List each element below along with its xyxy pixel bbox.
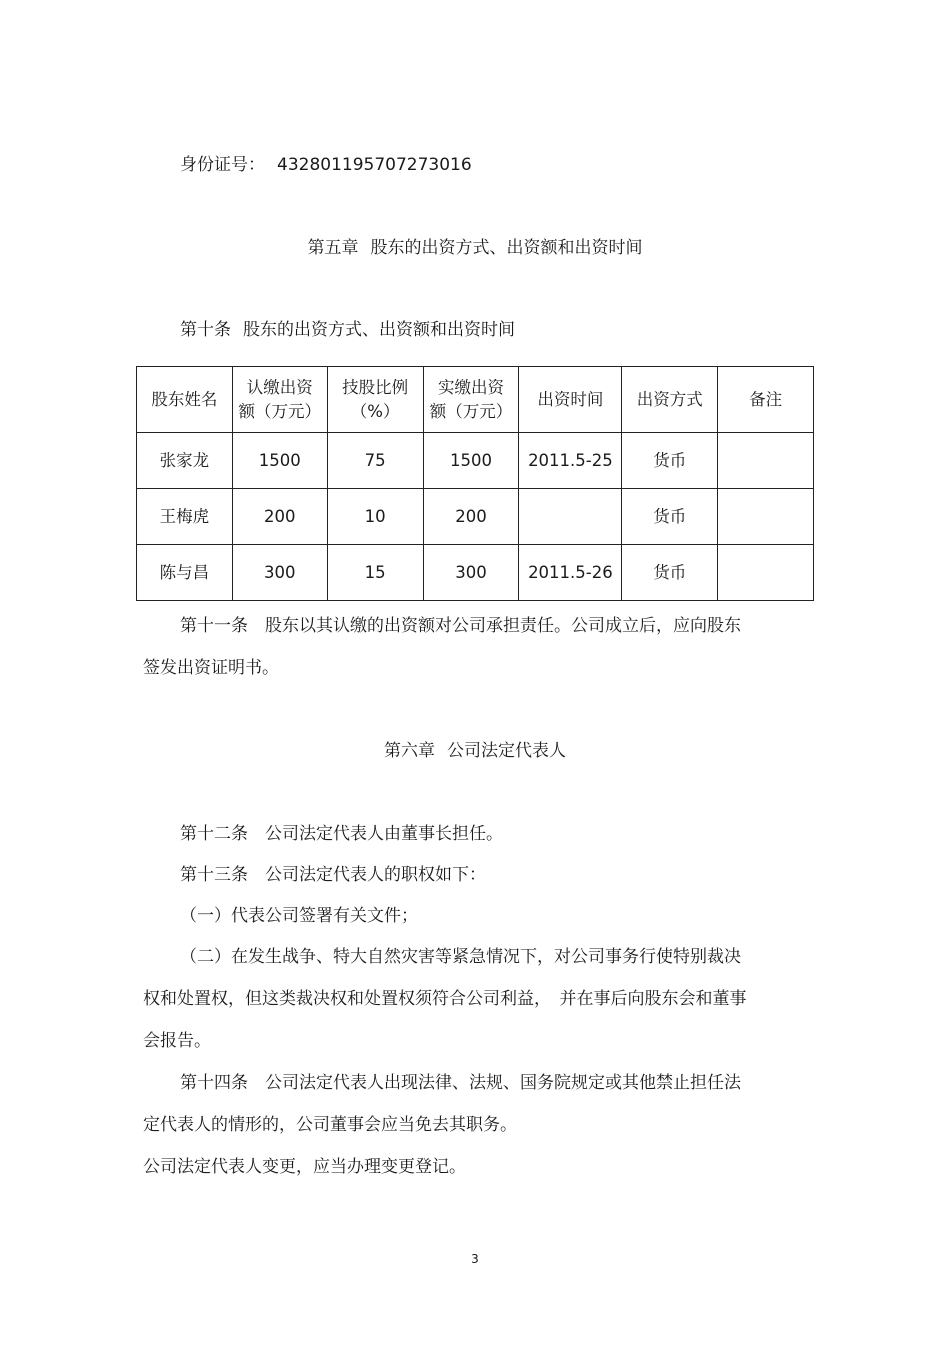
cell-remarks: [718, 433, 814, 489]
cell-name: 陈与昌: [137, 545, 233, 601]
shareholder-contribution-table: [136, 366, 814, 601]
chapter-6-number: 第六章: [384, 741, 435, 761]
id-number-line: [180, 154, 472, 176]
article-14-line-1: 第十四条 公司法定代表人出现法律、法规、国务院规定或其他禁止担任法: [180, 1073, 741, 1093]
cell-name: 王梅虎: [137, 489, 233, 545]
cell-ratio: 15: [327, 545, 423, 601]
article-13-item-2-line-2: 权和处置权，但这类裁决权和处置权须符合公司利益， 并在事后向股东会和董事: [143, 989, 747, 1009]
cell-method: 货币: [622, 545, 718, 601]
article-11-line-2: 签发出资证明书。: [143, 658, 279, 678]
cell-subscribed: 1500: [232, 433, 327, 489]
cell-ratio: 75: [327, 433, 423, 489]
cell-ratio: 10: [327, 489, 423, 545]
representative-change-line: 公司法定代表人变更，应当办理变更登记。: [143, 1157, 466, 1177]
cell-subscribed: 200: [232, 489, 327, 545]
chapter-6-title: 公司法定代表人: [447, 741, 566, 761]
chapter-5-heading: [0, 237, 950, 259]
article-10: [180, 319, 515, 341]
cell-paid: 300: [423, 545, 519, 601]
cell-date: [519, 489, 622, 545]
article-13-item-2-line-3: 会报告。: [143, 1031, 211, 1051]
header-remarks: 备注: [718, 367, 814, 433]
article-13-item-2-line-1: （二）在发生战争、特大自然灾害等紧急情况下，对公司事务行使特别裁决: [180, 947, 741, 967]
header-contribution-method: 出资方式: [622, 367, 718, 433]
article-12: 第十二条 公司法定代表人由董事长担任。: [180, 824, 503, 844]
cell-paid: 1500: [423, 433, 519, 489]
header-share-ratio: 技股比例 （%）: [327, 367, 423, 433]
article-14-line-2: 定代表人的情形的，公司董事会应当免去其职务。: [143, 1115, 517, 1135]
id-number-value: 432801195707273016: [277, 155, 472, 175]
cell-subscribed: 300: [232, 545, 327, 601]
header-paid-capital: 实缴出资 额（万元）: [423, 367, 519, 433]
header-subscribed-capital: 认缴出资 额（万元）: [232, 367, 327, 433]
table-row: [137, 489, 814, 545]
table-row: [137, 433, 814, 489]
page-number: 3: [471, 1252, 479, 1266]
cell-name: 张家龙: [137, 433, 233, 489]
chapter-6-heading: [0, 740, 950, 762]
header-shareholder-name: 股东姓名: [137, 367, 233, 433]
cell-method: 货币: [622, 489, 718, 545]
id-number-label: 身份证号：: [180, 155, 265, 175]
article-13: 第十三条 公司法定代表人的职权如下：: [180, 865, 486, 885]
article-11-line-1: 第十一条 股东以其认缴的出资额对公司承担责任。公司成立后，应向股东: [180, 616, 741, 636]
article-10-number: 第十条: [180, 320, 231, 340]
cell-remarks: [718, 489, 814, 545]
cell-remarks: [718, 545, 814, 601]
header-contribution-date: 出资时间: [519, 367, 622, 433]
table-row: [137, 545, 814, 601]
cell-date: 2011.5-25: [519, 433, 622, 489]
chapter-5-number: 第五章: [307, 238, 359, 258]
cell-date: 2011.5-26: [519, 545, 622, 601]
article-13-item-1: （一）代表公司签署有关文件；: [180, 906, 418, 926]
cell-paid: 200: [423, 489, 519, 545]
chapter-5-title: 股东的出资方式、出资额和出资时间: [370, 238, 643, 258]
cell-method: 货币: [622, 433, 718, 489]
article-10-text: 股东的出资方式、出资额和出资时间: [243, 320, 515, 340]
table-header-row: [137, 367, 814, 433]
